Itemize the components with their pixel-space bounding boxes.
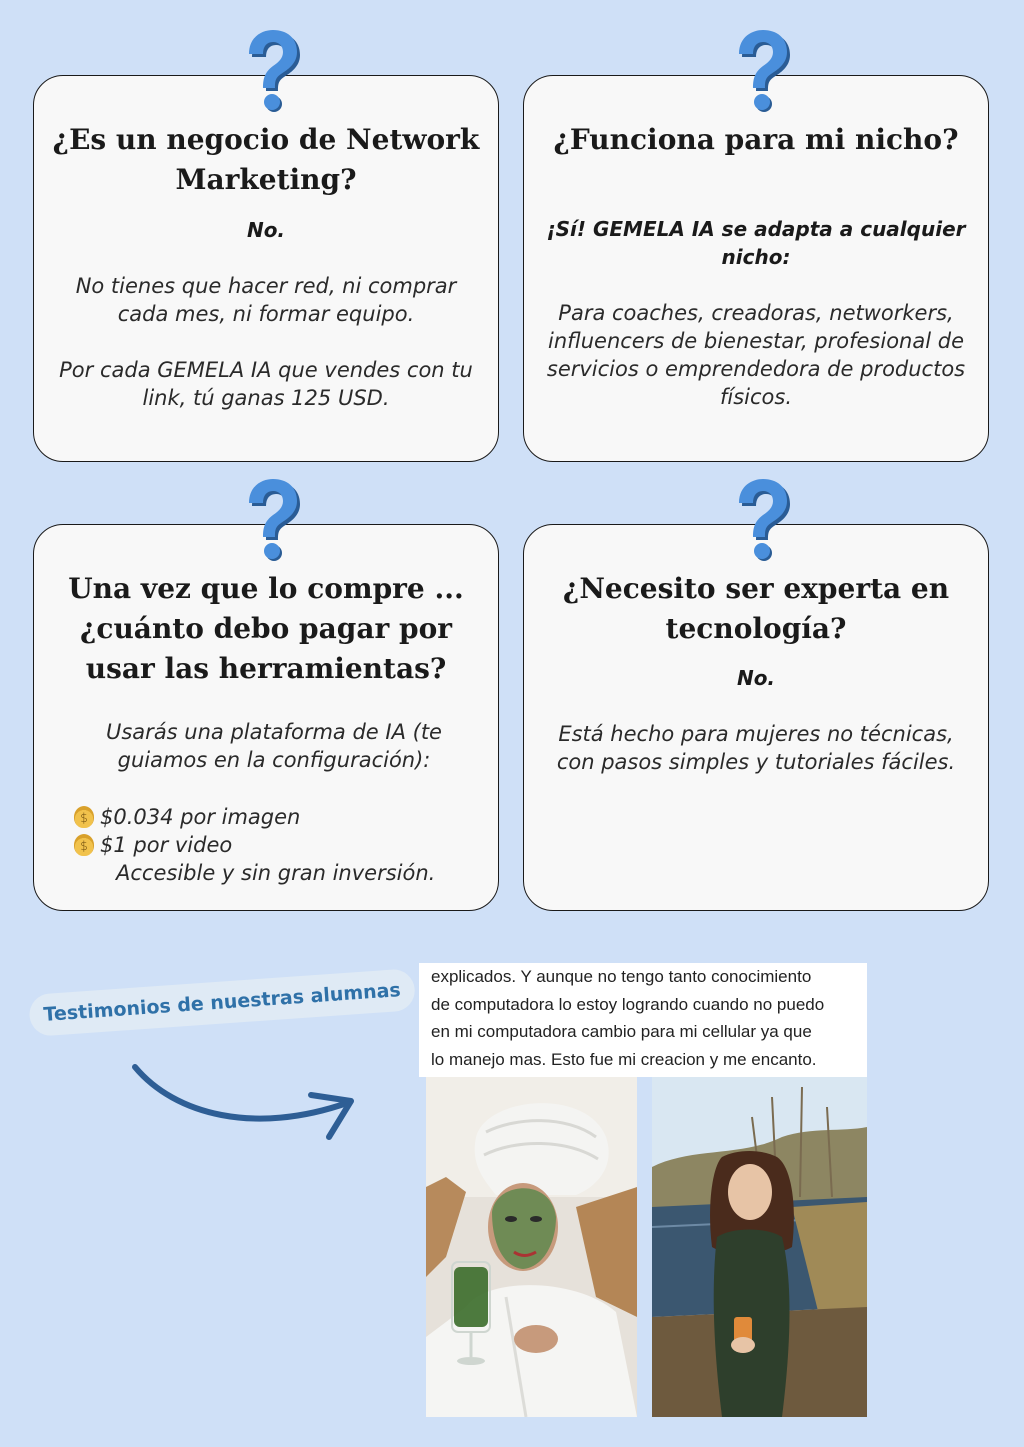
faq-card-costs <box>33 524 499 911</box>
price-list <box>74 803 478 887</box>
card-paragraph: Para coaches, creadoras, networkers, influencers de bienestar, profesional de servicios o emprendedora de productos físicos. <box>546 301 966 409</box>
curved-arrow-icon <box>125 1055 365 1150</box>
question-mark-icon <box>725 26 795 112</box>
question-mark-icon <box>725 475 795 561</box>
question-mark-icon <box>235 26 305 112</box>
faq-card-niche <box>523 75 989 462</box>
money-bag-icon: $ <box>74 806 94 828</box>
card-title: ¿Funciona para mi nicho? <box>553 123 959 156</box>
testimonial-quote: explicados. Y aunque no tengo tanto conocimiento de computadora lo estoy logrando cuando no puedo en mi computadora cambio para mi cellular ya que lo manejo mas. Esto fue mi creacion y me encanto. <box>431 967 825 1069</box>
testimonial-quote-box <box>419 963 867 1077</box>
card-answer: ¡Sí! GEMELA IA se adapta a cualquier nicho: <box>546 217 966 269</box>
card-paragraph: No tienes que hacer red, ni comprar cada mes, ni formar equipo. <box>75 274 457 326</box>
price-text: $0.034 por imagen <box>100 805 301 829</box>
card-title: Una vez que lo compre ... ¿cuánto debo pagar por usar las herramientas? <box>68 572 464 685</box>
card-body <box>56 272 476 440</box>
card-paragraph: Por cada GEMELA IA que vendes con tu link, tú ganas 125 USD. <box>59 358 473 410</box>
faq-card-network <box>33 75 499 462</box>
testimonial-photo-river <box>652 1077 867 1417</box>
card-body <box>546 720 966 804</box>
card-answer: No. <box>246 218 286 242</box>
card-title: ¿Es un negocio de Network Marketing? <box>52 123 480 196</box>
price-item <box>74 831 478 859</box>
card-paragraph: Está hecho para mujeres no técnicas, con pasos simples y tutoriales fáciles. <box>556 722 956 774</box>
testimonials-tag <box>28 970 402 1049</box>
faq-card-tech <box>523 524 989 911</box>
card-body <box>74 718 474 802</box>
testimonial-photo-spa <box>426 1077 637 1417</box>
testimonials-label: Testimonios de nuestras alumnas <box>28 968 416 1037</box>
card-title: ¿Necesito ser experta en tecnología? <box>562 572 950 645</box>
price-item <box>74 803 478 831</box>
question-mark-icon <box>235 475 305 561</box>
money-bag-icon: $ <box>74 834 94 856</box>
card-intro: Usarás una plataforma de IA (te guiamos en la configuración): <box>106 720 442 772</box>
price-text: $1 por video <box>100 833 233 857</box>
card-body <box>546 299 966 439</box>
card-closing: Accesible y sin gran inversión. <box>116 861 436 885</box>
card-answer: No. <box>736 666 776 690</box>
